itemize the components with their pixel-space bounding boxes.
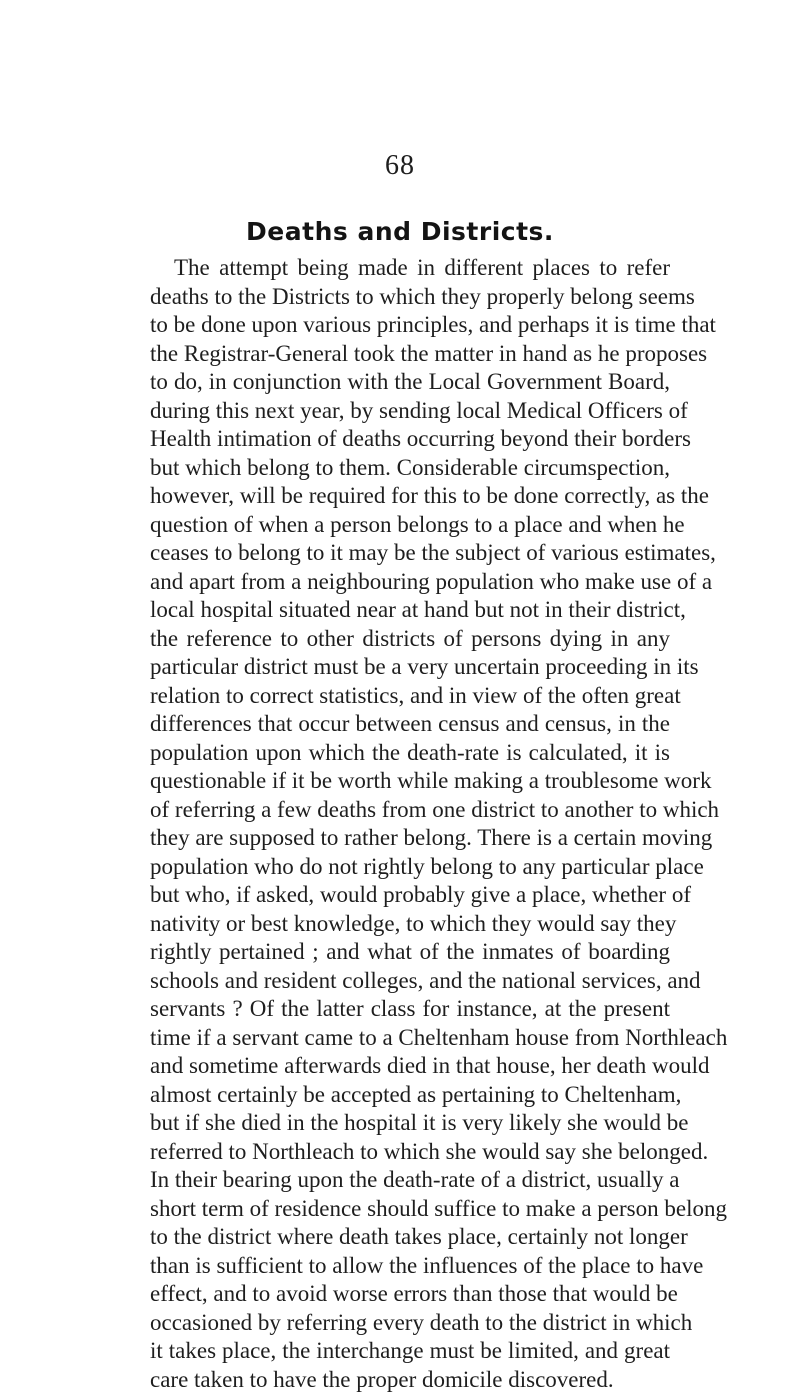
text-line: but which belong to them. Considerable circumspection,: [150, 454, 670, 483]
text-line: short term of residence should suffice to make a person belong: [150, 1195, 670, 1224]
text-line: question of when a person belongs to a place and when he: [150, 511, 670, 540]
text-line: but who, if asked, would probably give a place, whether of: [150, 881, 670, 910]
text-line: nativity or best knowledge, to which they would say they: [150, 910, 670, 939]
text-line: Health intimation of deaths occurring beyond their borders: [150, 425, 670, 454]
text-line: to the district where death takes place, certainly not longer: [150, 1223, 670, 1252]
text-line: population who do not rightly belong to any particular place: [150, 853, 670, 882]
text-line: particular district must be a very uncertain proceeding in its: [150, 653, 670, 682]
text-line: effect, and to avoid worse errors than those that would be: [150, 1280, 670, 1309]
text-line: and apart from a neighbouring population who make use of a: [150, 568, 670, 597]
text-line: care taken to have the proper domicile discovered.: [150, 1366, 670, 1394]
text-line: relation to correct statistics, and in view of the often great: [150, 682, 670, 711]
text-line: the reference to other districts of persons dying in any: [150, 625, 670, 654]
text-line: than is sufficient to allow the influences of the place to have: [150, 1252, 670, 1281]
text-line: rightly pertained ; and what of the inmates of boarding: [150, 938, 670, 967]
text-line: schools and resident colleges, and the national services, and: [150, 967, 670, 996]
text-line: but if she died in the hospital it is very likely she would be: [150, 1109, 670, 1138]
text-line: deaths to the Districts to which they properly belong seems: [150, 283, 670, 312]
text-line: The attempt being made in different places to refer: [150, 254, 670, 283]
text-line: they are supposed to rather belong. There is a certain moving: [150, 824, 670, 853]
text-line: to be done upon various principles, and perhaps it is time that: [150, 311, 670, 340]
text-line: occasioned by referring every death to the district in which: [150, 1309, 670, 1338]
text-line: population upon which the death-rate is calculated, it is: [150, 739, 670, 768]
text-line: the Registrar-General took the matter in hand as he proposes: [150, 340, 670, 369]
text-line: however, will be required for this to be done correctly, as the: [150, 482, 670, 511]
text-line: referred to Northleach to which she would say she belonged.: [150, 1138, 670, 1167]
text-line: during this next year, by sending local Medical Officers of: [150, 397, 670, 426]
text-line: time if a servant came to a Cheltenham house from Northleach: [150, 1024, 670, 1053]
text-line: In their bearing upon the death-rate of a district, usually a: [150, 1166, 670, 1195]
body-paragraph: [150, 254, 670, 1394]
text-line: ceases to belong to it may be the subject of various estimates,: [150, 539, 670, 568]
text-line: of referring a few deaths from one district to another to which: [150, 796, 670, 825]
page-number: 68: [0, 150, 800, 182]
text-line: and sometime afterwards died in that house, her death would: [150, 1052, 670, 1081]
text-line: local hospital situated near at hand but not in their district,: [150, 596, 670, 625]
text-line: questionable if it be worth while making a troublesome work: [150, 767, 670, 796]
text-line: almost certainly be accepted as pertaining to Cheltenham,: [150, 1081, 670, 1110]
text-line: differences that occur between census and census, in the: [150, 710, 670, 739]
text-line: it takes place, the interchange must be limited, and great: [150, 1337, 670, 1366]
text-line: servants ? Of the latter class for instance, at the present: [150, 995, 670, 1024]
text-line: to do, in conjunction with the Local Government Board,: [150, 368, 670, 397]
section-heading: Deaths and Districts.: [0, 217, 800, 246]
